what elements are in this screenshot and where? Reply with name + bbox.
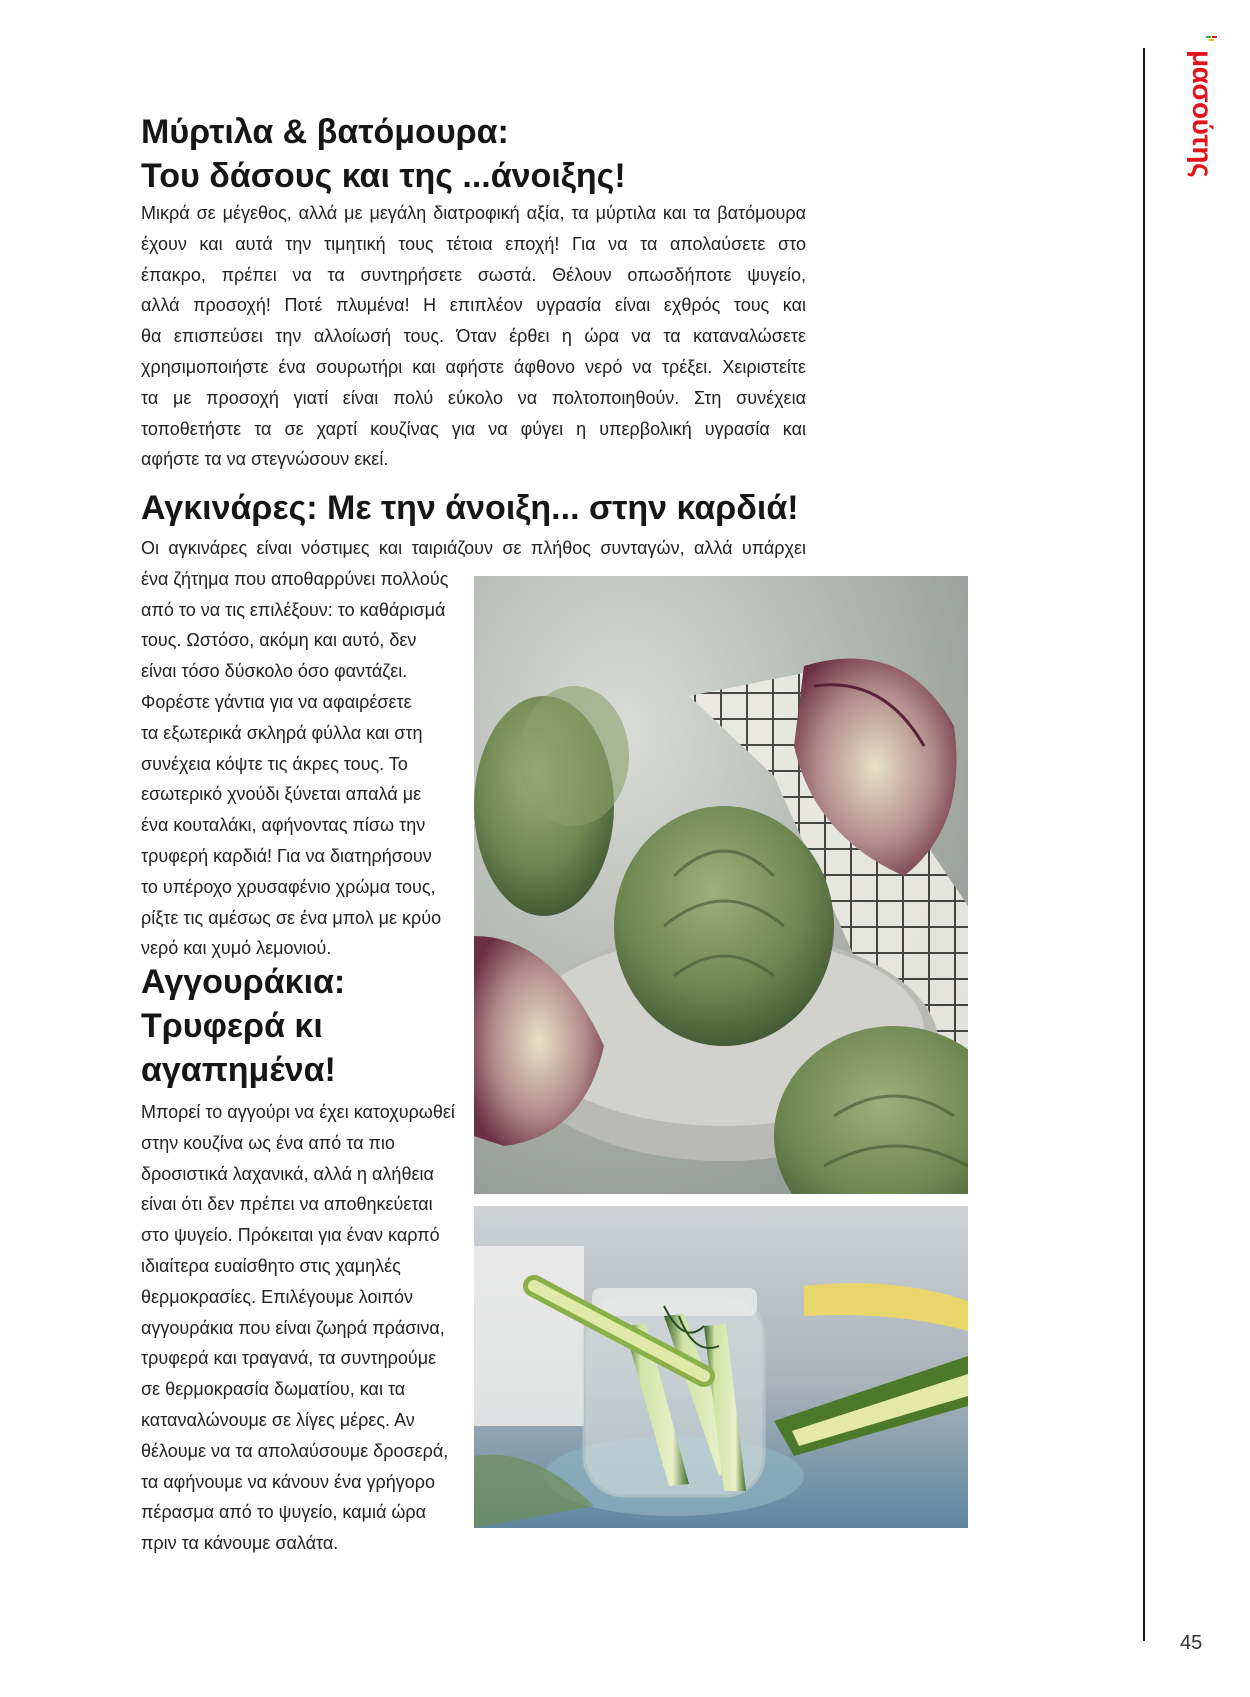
text-line: θα επισπεύσει την αλλοίωσή τους. Όταν έρθει η ώρα να τα καταναλώσετε — [141, 326, 806, 347]
paragraph-cucumbers — [141, 1097, 479, 1559]
text-line: τα αφήνουμε να κάνουν ένα γρήγορο — [141, 1471, 435, 1492]
text-line: αλλά προσοχή! Ποτέ πλυμένα! Η επιπλέον υγρασία είναι εχθρός τους και — [141, 295, 806, 316]
text-line: χρησιμοποιήστε ένα σουρωτήρι και αφήστε άφθονο νερό να τρέξει. Χειριστείτε — [141, 356, 806, 377]
artichokes-photo — [474, 576, 968, 1194]
text-line: τα με προσοχή γιατί είναι πολύ εύκολο να πολτοποιηθούν. Στη συνέχεια — [141, 387, 806, 408]
text-line: στο ψυγείο. Πρόκειται για έναν καρπό — [141, 1225, 440, 1246]
text-line: Μπορεί το αγγούρι να έχει κατοχυρωθεί — [141, 1102, 455, 1122]
text-line: θέλουμε να τα απολαύσουμε δροσερά, — [141, 1440, 449, 1461]
text-line: πριν τα κάνουμε σαλάτα. — [141, 1533, 339, 1554]
text-line: Φορέστε γάντια για να αφαιρέσετε — [141, 691, 412, 712]
section-heading-artichokes — [141, 486, 799, 530]
text-line: είναι ότι δεν πρέπει να αποθηκεύεται — [141, 1194, 433, 1215]
heading-line: Αγκινάρες: Με την άνοιξη... στην καρδιά! — [141, 489, 799, 527]
text-line: εσωτερικό χνούδι ξύνεται απαλά με — [141, 784, 422, 805]
text-line: Οι αγκινάρες είναι νόστιμες και ταιριάζουν σε πλήθος συνταγών, αλλά υπάρχει — [141, 538, 806, 558]
text-line: ένα ζήτημα που αποθαρρύνει πολλούς — [141, 568, 449, 589]
text-line: θερμοκρασίες. Επιλέγουμε λοιπόν — [141, 1286, 413, 1307]
section-heading-berries — [141, 110, 626, 198]
heading-line: Μύρτιλα & βατόμουρα: — [141, 113, 509, 151]
paragraph-berries — [141, 198, 806, 475]
text-line: συνέχεια κόψτε τις άκρες τους. Το — [141, 753, 408, 774]
brand-logo: μασούτης — [1187, 50, 1218, 178]
text-line: τους. Ωστόσο, ακόμη και αυτό, δεν — [141, 630, 417, 651]
heading-line: Του δάσους και της ...άνοιξης! — [141, 157, 626, 195]
heading-line: Τρυφερά κι — [141, 1007, 323, 1045]
text-line: Μικρά σε μέγεθος, αλλά με μεγάλη διατροφική αξία, τα μύρτιλα και τα βατόμουρα — [141, 203, 806, 223]
text-line: είναι τόσο δύσκολο όσο φαντάζει. — [141, 661, 408, 682]
text-line: ένα κουταλάκι, αφήνοντας πίσω την — [141, 815, 426, 836]
text-line: ιδιαίτερα ευαίσθητο στις χαμηλές — [141, 1255, 401, 1276]
text-line: έχουν και αυτά την τιμητική τους τέτοια εποχή! Για να τα απολαύσετε στο — [141, 233, 806, 254]
cucumbers-illustration — [474, 1206, 968, 1528]
text-line: τοποθετήστε τα σε χαρτί κουζίνας για να φύγει η υπερβολική υγρασία και — [141, 418, 806, 439]
text-line: καταναλώνουμε σε λίγες μέρες. Αν — [141, 1409, 415, 1430]
heading-line: αγαπημένα! — [141, 1051, 336, 1089]
brand-mark-icon — [1206, 36, 1218, 42]
text-line: από το να τις επιλέξουν: το καθάρισμά — [141, 599, 446, 620]
text-line: έπακρο, πρέπει να τα συντηρήσετε σωστά. Θέλουν οπωσδήποτε ψυγείο, — [141, 264, 806, 285]
artichokes-illustration — [474, 576, 968, 1194]
text-line: σε θερμοκρασία δωματίου, και τα — [141, 1379, 406, 1400]
text-line: τα εξωτερικά σκληρά φύλλα και στη — [141, 722, 423, 743]
text-line: τρυφερή καρδιά! Για να διατηρήσουν — [141, 845, 432, 866]
text-line: νερό και χυμό λεμονιού. — [141, 938, 332, 959]
text-line: πέρασμα από το ψυγείο, καμιά ώρα — [141, 1502, 427, 1523]
text-line: το υπέροχο χρυσαφένιο χρώμα τους, — [141, 876, 436, 897]
page-number: 45 — [1180, 1632, 1203, 1654]
cucumbers-photo — [474, 1206, 968, 1528]
text-line: τρυφερά και τραγανά, τα συντηρούμε — [141, 1348, 437, 1369]
text-line: δροσιστικά λαχανικά, αλλά η αλήθεια — [141, 1163, 434, 1184]
heading-line: Αγγουράκια: — [141, 963, 346, 1001]
vertical-divider — [1143, 48, 1145, 1641]
text-line: στην κουζίνα ως ένα από τα πιο — [141, 1132, 395, 1153]
text-line: ρίξτε τις αμέσως σε ένα μπολ με κρύο — [141, 907, 442, 928]
text-line: αφήστε τα να στεγνώσουν εκεί. — [141, 449, 389, 470]
section-heading-cucumbers — [141, 960, 345, 1092]
text-line: αγγουράκια που είναι ζωηρά πράσινα, — [141, 1317, 445, 1338]
